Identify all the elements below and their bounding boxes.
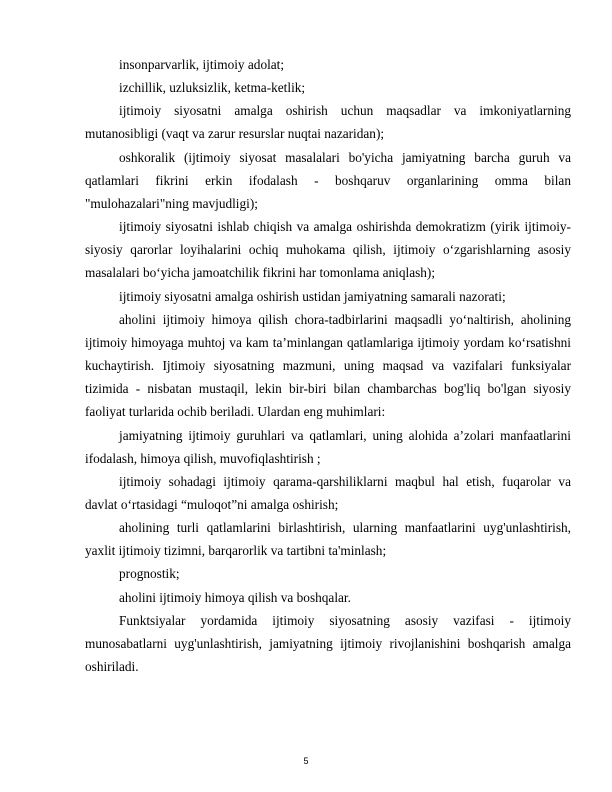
- paragraph: oshkoralik (ijtimoiy siyosat masalalari bo'yicha jamiyatning barcha guruh va qatlamlari fikrini erkin ifodalash - boshqaruv organlarining omma bilan "mulohazalari"ning mavjudligi);: [85, 149, 571, 211]
- page-number: 5: [303, 756, 309, 766]
- paragraph: aholining turli qatlamlarini birlashtirish, ularning manfaatlarini uyg'unlashtirish, yaxlit ijtimoiy tizimni, barqarorlik va tartibni ta'minlash;: [85, 520, 571, 559]
- paragraph: ijtimoiy siyosatni ishlab chiqish va amalga oshirishda demokratizm (yirik ijtimoiy-siyosiy qarorlar loyihalarini ochiq muhokama qilish, ijtimoiy o‘zgarishlarning asosiy masalalari bo‘yicha jamoatchilik fikrini har tomonlama aniqlash);: [85, 219, 571, 281]
- paragraph: ijtimoiy siyosatni amalga oshirish uchun maqsadlar va imkoniyatlarning mutanosibligi (vaqt va zarur resurslar nuqtai nazaridan);: [85, 103, 571, 142]
- paragraph: izchillik, uzluksizlik, ketma-ketlik;: [119, 80, 306, 96]
- paragraph: ijtimoiy siyosatni amalga oshirish ustidan jamiyatning samarali nazorati;: [119, 288, 506, 304]
- paragraph: jamiyatning ijtimoiy guruhlari va qatlamlari, uning alohida a’zolari manfaatlarini ifodalash, himoya qilish, muvofiqlashtirish ;: [85, 427, 571, 466]
- paragraph: aholini ijtimoiy himoya qilish va boshqalar.: [119, 589, 351, 605]
- paragraph: Funktsiyalar yordamida ijtimoiy siyosatning asosiy vazifasi - ijtimoiy munosabatlarni uyg'unlashtirish, jamiyatning ijtimoiy rivojlanishini boshqarish amalga oshiriladi.: [85, 612, 571, 675]
- paragraph: prognostik;: [119, 566, 180, 582]
- document-body: [85, 53, 571, 678]
- paragraph: aholini ijtimoiy himoya qilish chora-tadbirlarini maqsadli yo‘naltirish, aholining ijtimoiy himoyaga muhtoj va kam ta’minlangan qatlamlariga ijtimoiy yordam ko‘rsatishni kuchaytirish. Ijtimoiy siyosatning mazmuni, uning maqsad va vazifalari funksiyalar tizimida - nisbatan mustaqil, lekin bir-biri bilan chambarchas bog'liq bo'lgan siyosiy faoliyat turlarida ochib beriladi. Ulardan eng muhimlari:: [85, 311, 571, 420]
- paragraph: ijtimoiy sohadagi ijtimoiy qarama-qarshiliklarni maqbul hal etish, fuqarolar va davlat o‘rtasidagi “muloqot”ni amalga oshirish;: [85, 473, 571, 512]
- paragraph: insonparvarlik, ijtimoiy adolat;: [119, 57, 285, 72]
